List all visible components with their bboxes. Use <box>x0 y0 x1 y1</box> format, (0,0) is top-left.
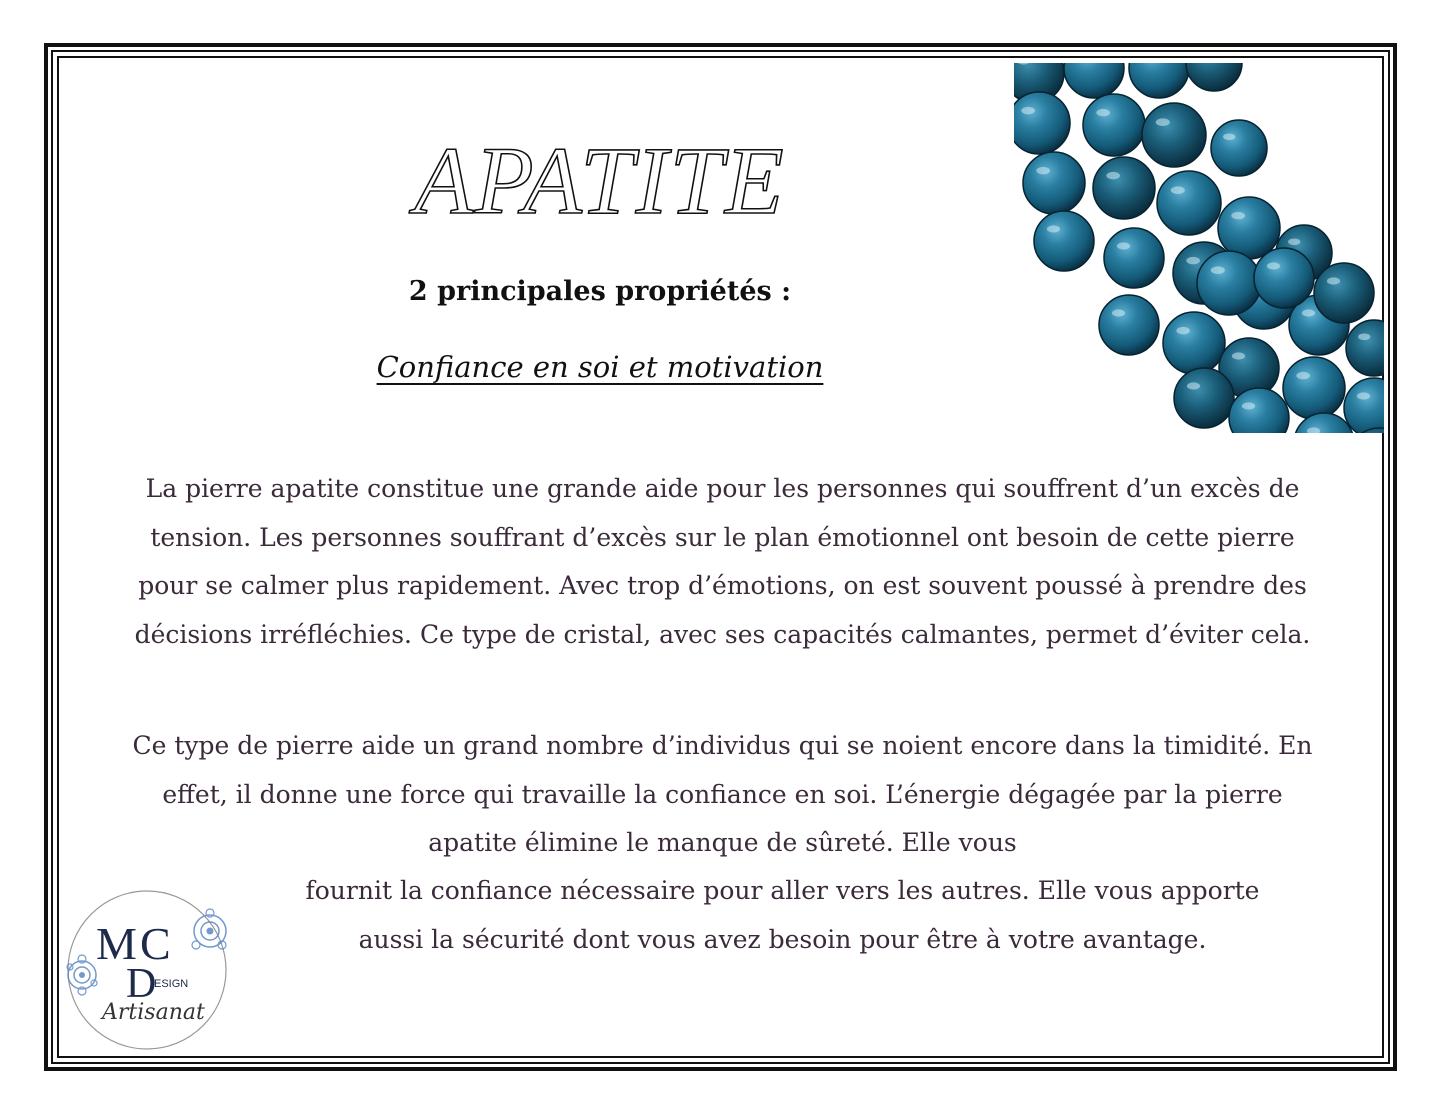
bead <box>1254 248 1314 308</box>
bead-highlight <box>1106 172 1120 179</box>
bead <box>1093 157 1155 219</box>
bead-highlight <box>1186 257 1200 264</box>
bead <box>1283 357 1345 419</box>
bead-highlight <box>1358 333 1370 340</box>
bead <box>1064 63 1124 98</box>
logo-artisanat-text: Artisanat <box>102 1000 205 1025</box>
bead-highlight <box>1047 225 1060 232</box>
bead-highlight <box>1232 352 1245 359</box>
description-paragraph-2: Ce type de pierre aide un grand nombre d’individus qui se noient encore dans la timidité. En effet, il donne une force qui travaille la confiance en soi. L’énergie dégagée par la pierre apatite élimine le manque de sûreté. Elle vous <box>132 731 1313 857</box>
bead-highlight <box>1176 327 1190 334</box>
apatite-beads-photo <box>1014 63 1384 433</box>
bead <box>1211 120 1267 176</box>
bead-highlight <box>1096 109 1110 116</box>
bead-highlight <box>1187 382 1200 389</box>
bead-highlight <box>1357 392 1370 399</box>
bead-highlight <box>1171 186 1185 194</box>
bead <box>1014 92 1070 154</box>
logo-design-text: ESIGN <box>154 978 189 990</box>
bead <box>1023 152 1085 214</box>
description-paragraph-1: La pierre apatite constitue une grande aide pour les personnes qui souffrent d’un excès de tension. Les personnes souffrant d’excès sur le plan émotionnel ont besoin de cette pierre pour se calmer plus rapidement. Avec trop d’émotions, on est souvent poussé à prendre des décisions irréfléchies. Ce type de cristal, avec ses capacités calmantes, permet d’éviter cela. <box>134 474 1311 649</box>
bead <box>1129 63 1189 98</box>
bead <box>1083 94 1145 156</box>
bead-highlight <box>1021 107 1035 114</box>
bead <box>1174 368 1234 428</box>
bead-highlight <box>1036 167 1050 174</box>
bead <box>1163 312 1225 374</box>
bead-highlight <box>1296 372 1310 379</box>
bead <box>1099 295 1159 355</box>
bead-highlight <box>1156 118 1170 126</box>
bead <box>1344 378 1384 433</box>
bead <box>1197 251 1261 315</box>
bead <box>1346 320 1384 376</box>
bead-highlight <box>1327 277 1340 284</box>
bead <box>1104 228 1164 288</box>
logo-letter-d: D <box>126 961 157 1007</box>
bead-highlight <box>1302 309 1315 316</box>
bead <box>1314 263 1374 323</box>
bead-highlight <box>1117 242 1130 249</box>
bead <box>1157 171 1221 235</box>
bead-highlight <box>1211 266 1225 274</box>
bead-highlight <box>1288 238 1300 245</box>
logo-letter-c: C <box>140 918 171 969</box>
bead <box>1186 63 1242 91</box>
bead-highlight <box>1223 133 1235 140</box>
mcd-design-artisanat-logo <box>66 889 228 1051</box>
page-title: APATITE <box>414 127 786 234</box>
tagline-text: Confiance en soi et motivation <box>376 350 824 384</box>
description-paragraph-3: fournit la confiance nécessaire pour aller vers les autres. Elle vous apporte aussi la sécurité dont vous avez besoin pour être à votre avantage. <box>305 876 1260 954</box>
bead-highlight <box>1242 402 1255 409</box>
bead <box>1142 103 1206 167</box>
logo-letter-m: M <box>96 918 137 969</box>
bead-highlight <box>1231 212 1245 219</box>
bead-highlight <box>1112 309 1125 316</box>
bead <box>1218 197 1280 259</box>
bead <box>1034 211 1094 271</box>
properties-heading: 2 principales propriétés : <box>408 276 792 307</box>
properties-tagline <box>300 350 900 384</box>
bead-highlight <box>1267 262 1280 269</box>
